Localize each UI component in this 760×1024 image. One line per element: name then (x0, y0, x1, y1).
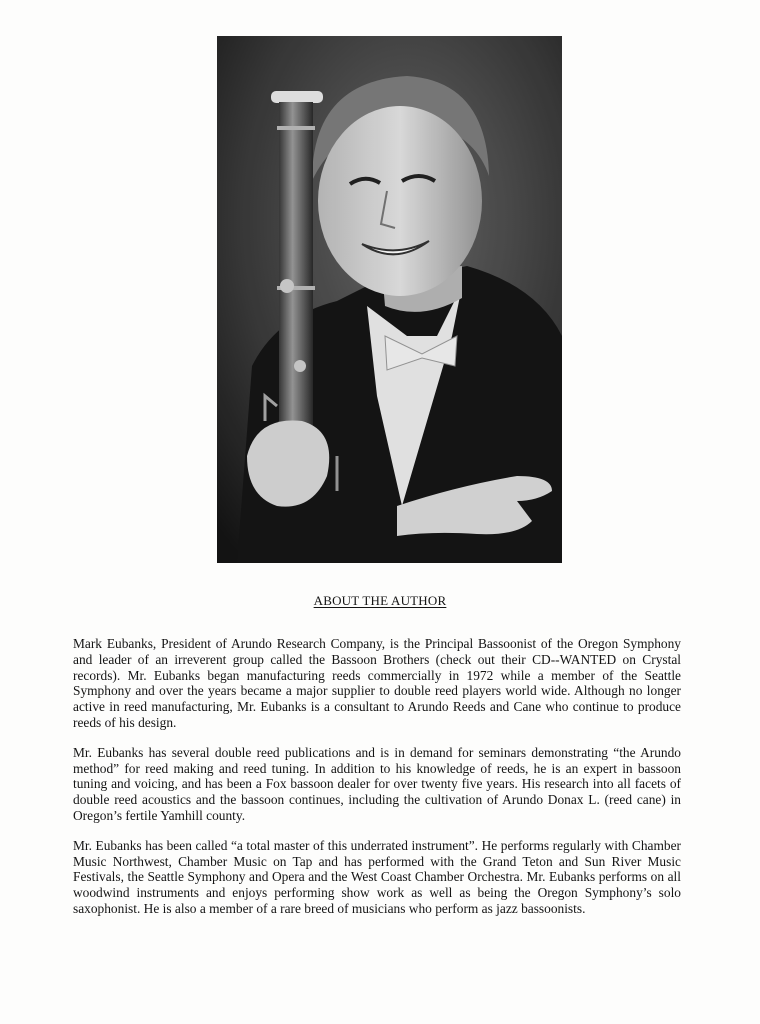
author-bio (73, 636, 681, 931)
author-portrait-image (217, 36, 562, 563)
bio-paragraph-1: Mark Eubanks, President of Arundo Research Company, is the Principal Bassoonist of the Oregon Symphony and leader of an irreverent group called the Bassoon Brothers (check out their CD--WANTED on Crystal records). Mr. Eubanks began manufacturing reeds commercially in 1972 while a member of the Seattle Symphony and over the years became a major supplier to double reed players world wide. Although no longer active in reed manufacturing, Mr. Eubanks is a consultant to Arundo Reeds and Cane who continue to produce reeds of his design. (73, 636, 681, 730)
section-heading (0, 593, 760, 609)
bio-paragraph-3: Mr. Eubanks has been called “a total master of this underrated instrument”. He performs regularly with Chamber Music Northwest, Chamber Music on Tap and has performed with the Grand Teton and Sun River Music Festivals, the Seattle Symphony and Opera and the West Coast Chamber Orchestra. Mr. Eubanks performs on all woodwind instruments and enjoys performing show work as well as being the Oregon Symphony’s solo saxophonist. He is also a member of a rare breed of musicians who perform as jazz bassoonists. (73, 837, 681, 916)
author-photo (217, 36, 562, 563)
bio-paragraph-2: Mr. Eubanks has several double reed publications and is in demand for seminars demonstrating “the Arundo method” for reed making and reed tuning. In addition to his knowledge of reeds, he is an expert in bassoon tuning and voicing, and has been a Fox bassoon dealer for over twenty five years. His research into all facets of double reed acoustics and the bassoon continues, including the cultivation of Arundo Donax L. (reed cane) in Oregon’s fertile Yamhill county. (73, 744, 681, 823)
heading-text: ABOUT THE AUTHOR (313, 593, 447, 608)
